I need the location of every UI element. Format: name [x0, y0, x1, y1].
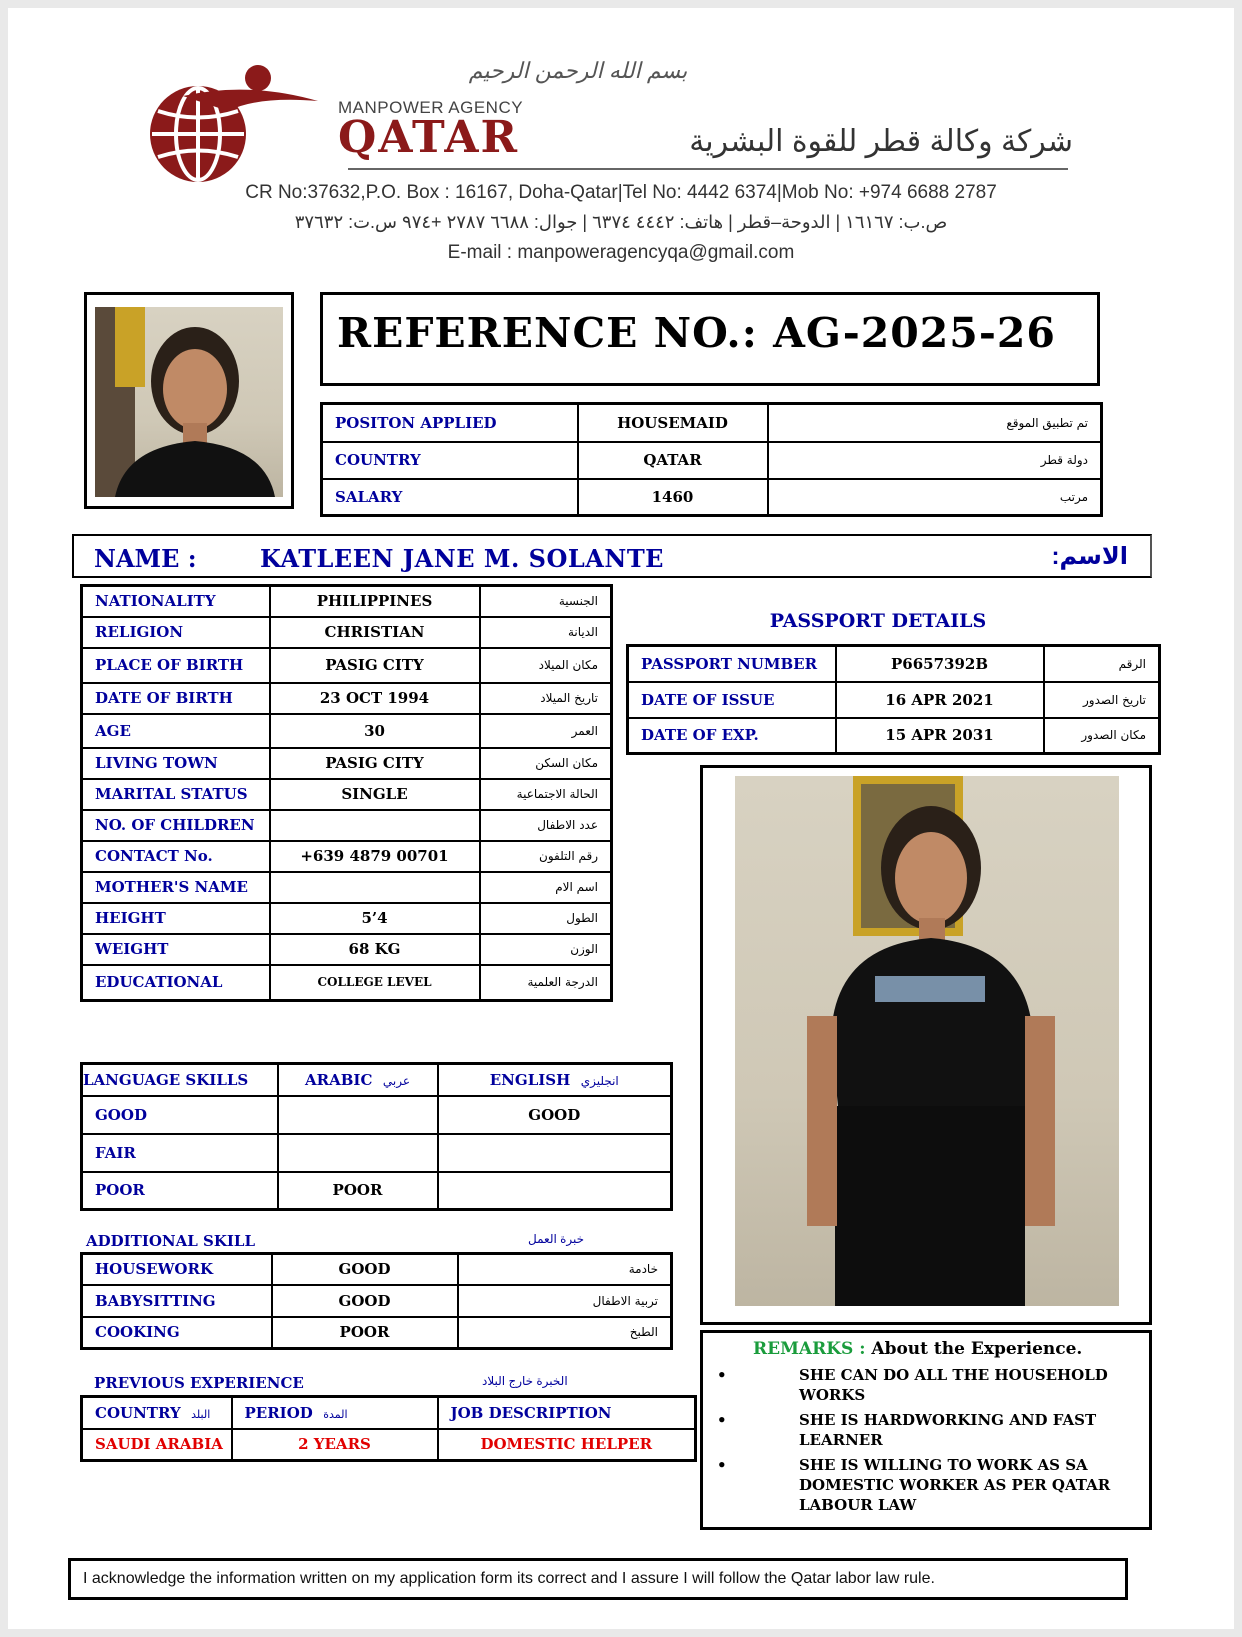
arabic-header-label: ARABIC: [305, 1070, 373, 1089]
cooking-label: COOKING: [82, 1317, 272, 1349]
table-row: [82, 1064, 672, 1096]
period-column-header: [232, 1397, 438, 1429]
personal-label: DATE OF BIRTH: [82, 683, 270, 714]
personal-value: CHRISTIAN: [270, 617, 480, 648]
table-row: [82, 934, 612, 965]
issue-date-label: DATE OF ISSUE: [628, 682, 836, 718]
name-bar: [72, 534, 1152, 578]
level-fair-label: FAIR: [82, 1134, 278, 1172]
country-header-label-ar: البلد: [191, 1408, 211, 1421]
table-row: [82, 748, 612, 779]
table-row: [82, 648, 612, 683]
country-label-ar: دولة قطر: [768, 442, 1102, 479]
table-row: [82, 841, 612, 872]
salary-label-ar: مرتب: [768, 479, 1102, 516]
personal-label: LIVING TOWN: [82, 748, 270, 779]
arabic-fair: [278, 1134, 438, 1172]
passport-table: [626, 644, 1161, 755]
personal-label-ar: العمر: [480, 714, 612, 748]
table-row: [628, 682, 1160, 718]
acknowledgement-text: I acknowledge the information written on my application form its correct and I assure I will follow the Qatar labor law rule.: [83, 1570, 935, 1587]
housework-label-ar: خادمة: [458, 1254, 672, 1285]
cv-page: [8, 8, 1234, 1629]
personal-label-ar: الطول: [480, 903, 612, 934]
language-skills-header: LANGUAGE SKILLS: [82, 1064, 278, 1096]
experience-period: 2 YEARS: [232, 1429, 438, 1461]
table-row: [322, 479, 1102, 516]
personal-label: NO. OF CHILDREN: [82, 810, 270, 841]
personal-label-ar: مكان الميلاد: [480, 648, 612, 683]
additional-skill-table: [80, 1252, 673, 1350]
experience-table: [80, 1395, 697, 1462]
english-header-label-ar: انجليزي: [580, 1073, 619, 1088]
period-header-label-ar: المدة: [323, 1408, 348, 1421]
country-column-header: [82, 1397, 232, 1429]
personal-value: 23 OCT 1994: [270, 683, 480, 714]
personal-value: [270, 810, 480, 841]
table-row: [82, 1096, 672, 1134]
basmala: بسم الله الرحمن الرحيم: [468, 58, 688, 83]
profile-photo-frame: [84, 292, 294, 509]
personal-label-ar: مكان السكن: [480, 748, 612, 779]
remarks-list: [717, 1365, 1137, 1515]
personal-value: 68 KG: [270, 934, 480, 965]
level-poor-label: POOR: [82, 1172, 278, 1210]
personal-label: MOTHER'S NAME: [82, 872, 270, 903]
table-row: [82, 683, 612, 714]
full-photo-frame: [700, 765, 1152, 1325]
position-value: HOUSEMAID: [578, 404, 768, 442]
personal-label-ar: عدد الاطفال: [480, 810, 612, 841]
personal-label: MARITAL STATUS: [82, 779, 270, 810]
country-value: QATAR: [578, 442, 768, 479]
name-label-ar: الاسم:: [1051, 543, 1128, 570]
table-row: [82, 779, 612, 810]
level-good-label: GOOD: [82, 1096, 278, 1134]
table-row: [82, 1429, 696, 1461]
babysitting-value: GOOD: [272, 1285, 458, 1317]
personal-value: COLLEGE LEVEL: [270, 965, 480, 1001]
agency-arabic-name: شركة وكالة قطر للقوة البشرية: [689, 125, 1073, 158]
country-header-label: COUNTRY: [95, 1403, 181, 1422]
country-label: COUNTRY: [322, 442, 578, 479]
table-row: [82, 586, 612, 617]
personal-label: NATIONALITY: [82, 586, 270, 617]
list-item: • SHE IS HARDWORKING AND FAST LEARNER: [717, 1411, 1097, 1449]
arabic-poor: POOR: [278, 1172, 438, 1210]
expiry-date-value: 15 APR 2031: [836, 718, 1044, 754]
table-row: [322, 442, 1102, 479]
personal-label-ar: الحالة الاجتماعية: [480, 779, 612, 810]
remarks-label: REMARKS :: [753, 1339, 866, 1359]
contact-english: CR No:37632,P.O. Box : 16167, Doha-Qatar|Tel No: 4442 6374|Mob No: +974 6688 2787: [245, 182, 997, 203]
personal-details-table: [80, 584, 613, 1002]
english-column-header: [438, 1064, 672, 1096]
babysitting-label-ar: تربية الاطفال: [458, 1285, 672, 1317]
arabic-good: [278, 1096, 438, 1134]
reference-number: REFERENCE NO.: AG-2025-26: [337, 309, 1056, 357]
remark-text: SHE CAN DO ALL THE HOUSEHOLD WORKS: [799, 1366, 1108, 1404]
table-row: [82, 1317, 672, 1349]
personal-label: AGE: [82, 714, 270, 748]
contact-arabic: ص.ب: ١٦١٦٧ | الدوحة–قطر | هاتف: ٤٤٤٢ ٦٣٧٤ | جوال: ٦٦٨٨ ٢٧٨٧ +٩٧٤ س.ت: ٣٧٦٣٢: [294, 212, 948, 232]
table-row: [82, 872, 612, 903]
experience-country: SAUDI ARABIA: [82, 1429, 232, 1461]
remarks-box: [700, 1330, 1152, 1530]
profile-photo: [95, 307, 283, 497]
personal-value: PASIG CITY: [270, 748, 480, 779]
full-body-photo: [735, 776, 1119, 1306]
personal-label-ar: الوزن: [480, 934, 612, 965]
cooking-label-ar: الطبخ: [458, 1317, 672, 1349]
passport-title: PASSPORT DETAILS: [769, 610, 987, 632]
personal-label-ar: رقم التلفون: [480, 841, 612, 872]
personal-value: SINGLE: [270, 779, 480, 810]
personal-value: PASIG CITY: [270, 648, 480, 683]
english-good: GOOD: [438, 1096, 672, 1134]
passport-number-label: PASSPORT NUMBER: [628, 646, 836, 682]
period-header-label: PERIOD: [244, 1403, 313, 1422]
language-table: [80, 1062, 673, 1211]
table-row: [628, 646, 1160, 682]
table-row: [322, 404, 1102, 442]
personal-value: +639 4879 00701: [270, 841, 480, 872]
babysitting-label: BABYSITTING: [82, 1285, 272, 1317]
job-description-header: JOB DESCRIPTION: [438, 1397, 696, 1429]
previous-experience-title: PREVIOUS EXPERIENCE: [94, 1374, 304, 1392]
acknowledgement-box: [68, 1558, 1128, 1600]
list-item: • SHE CAN DO ALL THE HOUSEHOLD WORKS: [717, 1366, 1108, 1404]
table-row: [82, 617, 612, 648]
additional-skill-title-ar: خبرة العمل: [528, 1232, 585, 1246]
applicant-name: KATLEEN JANE M. SOLANTE: [260, 544, 664, 573]
position-label: POSITON APPLIED: [322, 404, 578, 442]
personal-label: EDUCATIONAL: [82, 965, 270, 1001]
arabic-column-header: [278, 1064, 438, 1096]
personal-label: PLACE OF BIRTH: [82, 648, 270, 683]
personal-value: PHILIPPINES: [270, 586, 480, 617]
table-row: [82, 903, 612, 934]
personal-label: RELIGION: [82, 617, 270, 648]
reference-box: [320, 292, 1100, 386]
previous-experience-title-ar: الخبرة خارج البلاد: [482, 1374, 568, 1388]
table-row: [82, 810, 612, 841]
name-label: NAME :: [94, 544, 197, 573]
english-header-label: ENGLISH: [489, 1070, 571, 1089]
header-underline: [348, 168, 1068, 170]
personal-label: WEIGHT: [82, 934, 270, 965]
expiry-date-label-ar: مكان الصدور: [1044, 718, 1160, 754]
remark-text: SHE IS HARDWORKING AND FAST LEARNER: [799, 1411, 1097, 1449]
table-row: [82, 965, 612, 1001]
table-row: [82, 1254, 672, 1285]
personal-label-ar: اسم الام: [480, 872, 612, 903]
housework-value: GOOD: [272, 1254, 458, 1285]
agency-big-name: QATAR: [338, 112, 520, 163]
remarks-heading: [753, 1339, 1082, 1359]
personal-label-ar: الجنسية: [480, 586, 612, 617]
table-row: [82, 1172, 672, 1210]
person-full-body-icon: [735, 776, 1119, 1306]
english-fair: [438, 1134, 672, 1172]
housework-label: HOUSEWORK: [82, 1254, 272, 1285]
email: E-mail : manpoweragencyqa@gmail.com: [447, 242, 795, 263]
issue-date-value: 16 APR 2021: [836, 682, 1044, 718]
remarks-subtitle: About the Experience.: [871, 1339, 1083, 1359]
cooking-value: POOR: [272, 1317, 458, 1349]
agency-small-name: MANPOWER AGENCY: [338, 98, 524, 117]
salary-value: 1460: [578, 479, 768, 516]
personal-label: CONTACT No.: [82, 841, 270, 872]
table-row: [82, 1134, 672, 1172]
personal-value: 30: [270, 714, 480, 748]
experience-job: DOMESTIC HELPER: [438, 1429, 696, 1461]
issue-date-label-ar: تاريخ الصدور: [1044, 682, 1160, 718]
english-poor: [438, 1172, 672, 1210]
globe-logo-icon: [128, 56, 328, 186]
table-row: [628, 718, 1160, 754]
personal-label: HEIGHT: [82, 903, 270, 934]
additional-skill-title: ADDITIONAL SKILL: [86, 1232, 256, 1250]
company-logo: [128, 56, 328, 186]
salary-label: SALARY: [322, 479, 578, 516]
passport-number-value: P6657392B: [836, 646, 1044, 682]
person-portrait-icon: [95, 307, 283, 497]
personal-label-ar: الديانة: [480, 617, 612, 648]
arabic-header-label-ar: عربي: [382, 1073, 410, 1088]
list-item: • SHE IS WILLING TO WORK AS SA DOMESTIC WORKER AS PER QATAR LABOUR LAW: [717, 1456, 1111, 1514]
application-table: [320, 402, 1103, 517]
position-label-ar: تم تطبيق الموقع: [768, 404, 1102, 442]
personal-value: [270, 872, 480, 903]
table-row: [82, 1397, 696, 1429]
personal-label-ar: تاريخ الميلاد: [480, 683, 612, 714]
table-row: [82, 714, 612, 748]
remark-text: SHE IS WILLING TO WORK AS SA DOMESTIC WORKER AS PER QATAR LABOUR LAW: [799, 1456, 1111, 1514]
passport-number-label-ar: الرقم: [1044, 646, 1160, 682]
expiry-date-label: DATE OF EXP.: [628, 718, 836, 754]
personal-value: 5’4: [270, 903, 480, 934]
personal-label-ar: الدرجة العلمية: [480, 965, 612, 1001]
table-row: [82, 1285, 672, 1317]
